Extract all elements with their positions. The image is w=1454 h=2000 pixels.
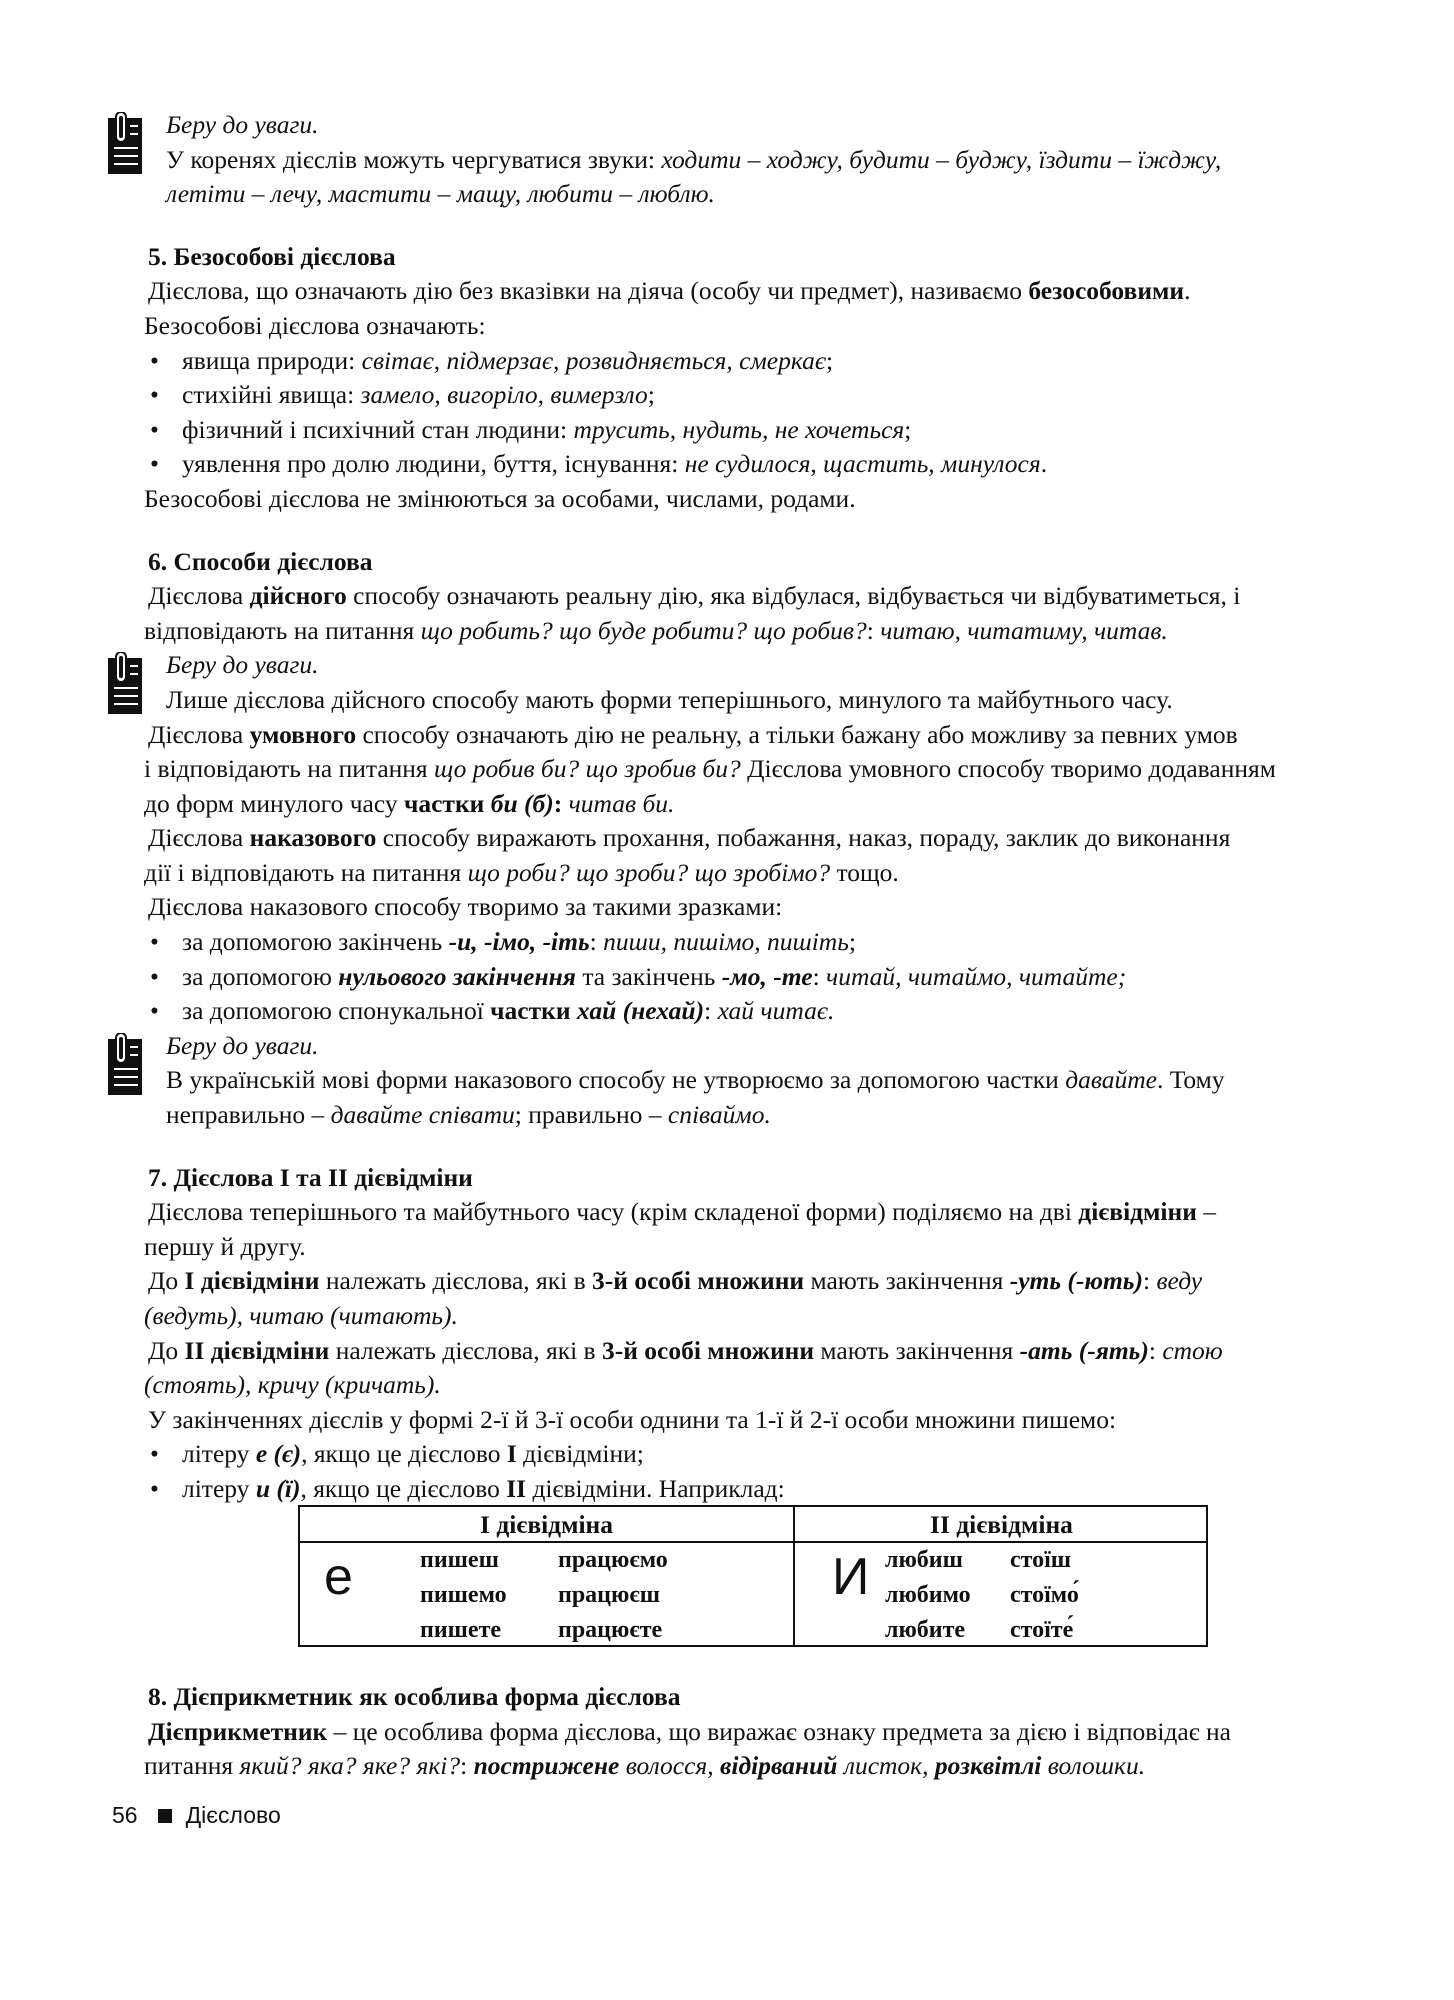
text-run: и (ї) <box>255 1473 301 1503</box>
bullet-item <box>144 925 1406 960</box>
text-run: : <box>866 615 881 645</box>
text-run: веду <box>1156 1266 1203 1296</box>
text-run: 3-й особі множини <box>601 1335 815 1365</box>
text-run: – <box>1196 1197 1217 1227</box>
text-run: частки <box>490 996 577 1026</box>
text-run: . <box>1040 449 1048 479</box>
text-run: Дієслова <box>148 823 250 853</box>
page-content-end <box>144 1652 1406 1784</box>
text-run: та закінчень <box>575 961 722 991</box>
text-line <box>144 1334 1406 1369</box>
bullet-icon: • <box>150 345 159 375</box>
text-line <box>144 821 1406 856</box>
bullet-icon: • <box>150 961 159 991</box>
text-run: -уть (-ють) <box>1009 1266 1143 1296</box>
text-run: стихійні явища: <box>182 380 361 410</box>
section-title: Дієслово <box>185 1802 281 1828</box>
square-bullet-icon <box>158 1809 172 1823</box>
text-run: стою <box>1162 1335 1223 1365</box>
bullet-icon: • <box>150 449 159 479</box>
text-run: ІІ <box>506 1473 527 1503</box>
text-run: : <box>589 927 604 957</box>
text-run: ІІ дієвідміни <box>184 1335 330 1365</box>
text-run: Дієслова умовного способу творимо додаванням <box>740 754 1276 784</box>
text-run: ходити – ходжу, будити – буджу, їздити – їжджу, <box>661 144 1222 174</box>
note-block <box>144 108 1406 212</box>
table-word: працюєш <box>558 1582 660 1608</box>
text-line <box>144 787 1406 822</box>
table-word: пишете <box>420 1617 502 1643</box>
text-run: , якщо це дієслово <box>301 1439 507 1469</box>
text-run: У закінченнях дієслів у формі 2-ї й 3-ї особи однини та 1-ї й 2-ї особи множини пишемо: <box>148 1404 1117 1434</box>
table-word: стоїмо́ <box>1010 1582 1079 1608</box>
text-run: І <box>506 1439 517 1469</box>
text-line <box>144 1749 1406 1784</box>
text-run: : <box>704 996 718 1026</box>
text-run: явища природи: <box>182 345 362 375</box>
text-run: Безособові дієслова не змінюються за особами, числами, родами. <box>144 483 856 513</box>
text-run: відірваний <box>720 1751 838 1781</box>
note-block <box>144 1029 1406 1133</box>
bullet-icon: • <box>150 1439 159 1469</box>
text-line <box>144 614 1406 649</box>
text-run: У коренях дієслів можуть чергуватися звуки: <box>166 144 662 174</box>
page-number: 56 <box>112 1802 138 1828</box>
table-header-second: ІІ дієвідміна <box>930 1510 1073 1539</box>
bullet-item <box>144 344 1406 379</box>
text-run: дії і відповідають на питання <box>144 857 468 887</box>
text-run: дієвідміни. Наприклад: <box>526 1473 785 1503</box>
note-line <box>166 1098 1406 1133</box>
section-heading: 6. Способи дієслова <box>148 546 373 576</box>
bullet-item <box>144 1472 1406 1507</box>
text-run: за допомогою закінчень <box>182 927 449 957</box>
text-run: . <box>1184 276 1191 306</box>
bullet-item <box>144 378 1406 413</box>
text-run: До <box>148 1335 185 1365</box>
text-run: замело, вигоріло, вимерзло <box>360 380 648 410</box>
note-line <box>166 108 1406 143</box>
bullet-icon: • <box>150 414 159 444</box>
text-run: способу означають реальну дію, яка відбулася, відбувається чи відбуватиметься, і <box>346 581 1241 611</box>
bullet-item <box>144 960 1406 995</box>
table-word: стоїте́ <box>1010 1617 1074 1643</box>
text-run: Дієслова, що означають дію без вказівки на діяча (особу чи предмет), називаємо <box>148 276 1029 306</box>
text-run: уявлення про долю людини, буття, існування: <box>182 449 685 479</box>
text-run: До <box>148 1266 185 1296</box>
text-line <box>144 1715 1406 1750</box>
text-run: хай читає. <box>717 996 835 1026</box>
note-clip-icon <box>108 1033 142 1095</box>
text-run: дійсного <box>249 581 347 611</box>
note-line <box>166 1029 1406 1064</box>
text-run: давайте співати <box>330 1100 515 1130</box>
table-word: працюєте <box>558 1617 663 1643</box>
text-run: ; <box>848 927 856 957</box>
table-word: стоїш <box>1010 1547 1072 1573</box>
text-run: мають закінчення <box>804 1266 1010 1296</box>
text-run: пострижене <box>473 1751 620 1781</box>
text-run: дієвідміни; <box>516 1439 644 1469</box>
note-line <box>166 648 1406 683</box>
text-run: до форм минулого часу <box>144 788 404 818</box>
text-run: першу й другу. <box>144 1231 306 1261</box>
text-line <box>144 1299 1406 1334</box>
text-run: способу виражають прохання, побажання, наказ, пораду, заклик до виконання <box>376 823 1231 853</box>
text-run: : <box>460 1751 474 1781</box>
text-run: способу означають дію не реальну, а тільки бажану або можливу за певних умов <box>356 719 1238 749</box>
text-run: наказового <box>249 823 377 853</box>
section-heading: 8. Дієприкметник як особлива форма дієслова <box>148 1682 681 1711</box>
text-line <box>144 752 1406 787</box>
text-run: відповідають на питання <box>144 615 421 645</box>
text-run: ; <box>647 380 655 410</box>
text-run: співаймо. <box>667 1100 771 1130</box>
note-block <box>144 648 1406 717</box>
text-line <box>144 482 1406 517</box>
text-run: який? яка? яке? які? <box>239 1751 461 1781</box>
text-line <box>144 1195 1406 1230</box>
bullet-item <box>144 413 1406 448</box>
text-run: Лише дієслова дійсного способу мають форми теперішнього, минулого та майбутнього часу. <box>166 684 1173 714</box>
text-run: Дієслова <box>148 581 250 611</box>
text-run: за допомогою <box>182 961 339 991</box>
text-run: Дієслова наказового способу творимо за такими зразками: <box>148 892 783 922</box>
text-run: дієвідміни <box>1078 1197 1197 1227</box>
text-run: що роби? що зроби? що зробімо? <box>467 857 831 887</box>
text-run: Беру до уваги. <box>166 650 319 680</box>
text-line <box>144 309 1406 344</box>
bullet-icon: • <box>150 996 159 1026</box>
bullet-icon: • <box>150 380 159 410</box>
text-run: Беру до уваги. <box>166 110 319 139</box>
text-run: : <box>1142 1266 1157 1296</box>
text-run: належать дієслова, які в <box>329 1335 602 1365</box>
text-run: . Тому <box>1156 1065 1225 1095</box>
text-run: читай, читаймо, читайте; <box>826 961 1127 991</box>
text-run: літеру <box>182 1473 256 1503</box>
text-run: не судилося, щастить, минулося <box>684 449 1041 479</box>
text-line <box>144 1230 1406 1265</box>
text-run: е (є) <box>255 1439 302 1469</box>
text-run: умовного <box>249 719 357 749</box>
text-line <box>144 1368 1406 1403</box>
table-word: пишеш <box>420 1547 499 1573</box>
text-line <box>144 890 1406 925</box>
table-word: любите <box>885 1617 966 1643</box>
letter-e: е <box>324 1548 353 1606</box>
text-run: читав би. <box>568 788 675 818</box>
table-word: працюємо <box>558 1547 668 1573</box>
text-run: розквітлі <box>934 1751 1042 1781</box>
text-run: -и, -імо, -іть <box>448 927 590 957</box>
text-run: волосся, <box>619 1751 720 1781</box>
bullet-item <box>144 447 1406 482</box>
conjugation-table <box>298 1505 1208 1647</box>
text-line <box>144 1403 1406 1438</box>
text-run: фізичний і психічний стан людини: <box>182 414 574 444</box>
text-run: тощо. <box>830 857 899 887</box>
text-run: пиши, пишімо, пишіть <box>603 927 849 957</box>
section-heading: 7. Дієслова І та ІІ дієвідміни <box>148 1162 473 1192</box>
text-line <box>144 579 1406 614</box>
text-run: -ать (-ять) <box>1019 1335 1149 1365</box>
text-run: 3-й особі множини <box>592 1266 805 1296</box>
note-clip-icon <box>108 112 142 174</box>
text-run: ; правильно – <box>514 1100 668 1130</box>
bullet-item <box>144 994 1406 1029</box>
bullet-icon: • <box>150 927 159 957</box>
text-run: -мо, -те <box>721 961 813 991</box>
text-run: літеру <box>182 1439 256 1469</box>
note-line <box>166 143 1406 178</box>
text-run: належать дієслова, які в <box>319 1266 593 1296</box>
letter-y: И <box>832 1548 870 1606</box>
note-line <box>166 177 1406 212</box>
text-run: би (б) <box>490 788 554 818</box>
page-content <box>144 108 1406 1507</box>
text-run: мають закінчення <box>814 1335 1020 1365</box>
text-run: що робив би? що зробив би? <box>434 754 741 784</box>
table-header-first: І дієвідміна <box>480 1510 613 1539</box>
text-run: – це особлива форма дієслова, що виражає ознаку предмета за дією і відповідає на <box>327 1716 1231 1746</box>
text-run: : <box>1148 1335 1163 1365</box>
text-run: трусить, нудить, не хочеться <box>573 414 905 444</box>
table-divider <box>300 1541 1206 1543</box>
text-run: що робить? що буде робити? що робив? <box>420 615 867 645</box>
text-run: світає, підмерзає, розвидняється, смеркає <box>361 345 826 375</box>
text-run: листок, <box>837 1751 935 1781</box>
text-run: хай (нехай) <box>576 996 705 1026</box>
text-run: частки <box>403 788 491 818</box>
bullet-item <box>144 1437 1406 1472</box>
note-clip-icon <box>108 652 142 714</box>
text-run: нульового закінчення <box>338 961 576 991</box>
text-run: ; <box>825 345 834 375</box>
table-word: любимо <box>885 1582 971 1608</box>
text-run: летіти – лечу, мастити – мащу, любити – люблю. <box>166 179 715 209</box>
text-run: і відповідають на питання <box>144 754 435 784</box>
text-run: Дієслова теперішнього та майбутнього часу (крім складеної форми) поділяємо на дві <box>148 1197 1079 1227</box>
section-heading: 5. Безособові дієслова <box>148 241 396 271</box>
text-run: : <box>812 961 827 991</box>
text-run: волошки. <box>1041 1751 1146 1781</box>
text-run: Беру до уваги. <box>166 1030 319 1060</box>
text-run: за допомогою спонукальної <box>182 996 491 1026</box>
text-line <box>144 856 1406 891</box>
text-run: давайте <box>1065 1065 1157 1095</box>
text-run: І дієвідміни <box>184 1266 320 1296</box>
note-line <box>166 1063 1406 1098</box>
text-run: (ведуть), читаю (читають). <box>144 1301 458 1330</box>
text-run: Безособові дієслова означають: <box>144 310 486 340</box>
text-run: неправильно – <box>166 1100 331 1130</box>
text-run: , якщо це дієслово <box>300 1473 507 1503</box>
page-footer <box>112 1802 281 1829</box>
table-word: любиш <box>885 1547 963 1573</box>
text-line <box>144 718 1406 753</box>
text-run: Дієслова <box>148 719 250 749</box>
text-run: питання <box>144 1751 240 1781</box>
table-word: пишемо <box>420 1582 507 1608</box>
text-run: : <box>553 788 569 818</box>
text-run: В українській мові форми наказового способу не утворюємо за допомогою частки <box>166 1065 1066 1095</box>
text-run: безособовими <box>1028 276 1185 306</box>
text-run: читаю, читатиму, читав. <box>880 615 1168 645</box>
note-line <box>166 683 1406 718</box>
text-run: (стоять), кричу (кричать). <box>144 1370 441 1400</box>
text-line <box>144 274 1406 309</box>
text-run: ; <box>904 414 912 444</box>
text-run: Дієприкметник <box>148 1716 328 1746</box>
bullet-icon: • <box>150 1473 159 1503</box>
text-line <box>144 1264 1406 1299</box>
